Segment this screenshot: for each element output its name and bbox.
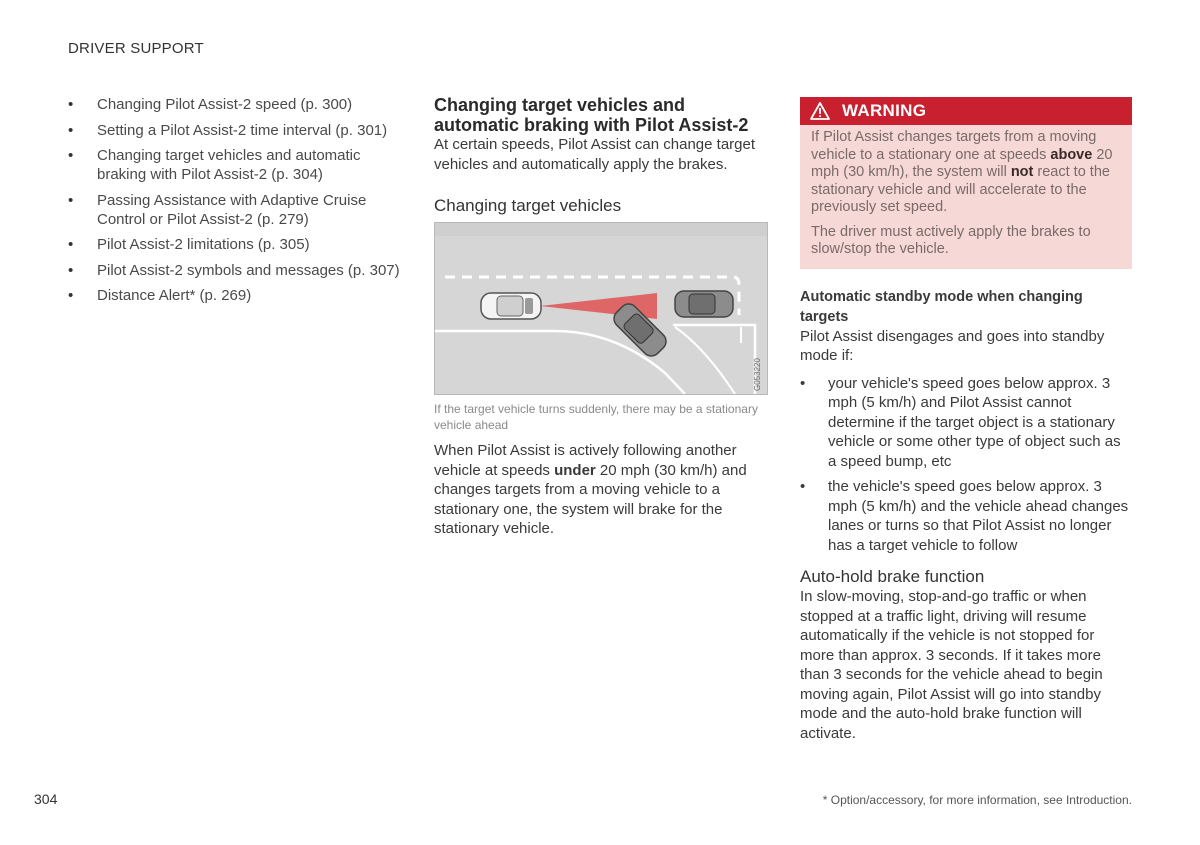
article-intro: At certain speeds, Pilot Assist can change target vehicles and automatically apply the brakes.: [434, 136, 756, 173]
autohold-text: In slow-moving, stop-and-go traffic or when stopped at a traffic light, driving will resume automatically if the vehicle is not stopped for more than approx. 3 seconds. If it takes more than 3 seconds for the vehicle ahead to begin moving again, Pilot Assist will go into standby mode and the auto-hold brake function will activate.: [800, 588, 1103, 742]
list-item: • the vehicle's speed goes below approx. 3 mph (5 km/h) and the vehicle ahead changes lanes or turns so that Pilot Assist no longer has a target vehicle to follow: [800, 477, 1132, 555]
autohold-heading: Auto-hold brake function: [800, 567, 985, 586]
warning-title: WARNING: [842, 101, 927, 120]
warning-box: [800, 97, 1132, 269]
list-item: • your vehicle's speed goes below approx. 3 mph (5 km/h) and Pilot Assist cannot determine if the target object is a stationary vehicle or some other type of object such as a speed bump, etc: [800, 374, 1132, 472]
related-links-list: [68, 95, 408, 305]
road-edge-strip: [435, 223, 767, 236]
warning-triangle-icon: [810, 102, 830, 120]
own-vehicle-icon: [481, 293, 541, 319]
warning-emphasis: above: [1050, 146, 1093, 163]
main-article-column: [434, 95, 768, 539]
warning-text: If Pilot Assist changes targets from a moving vehicle to a stationary one at speeds: [811, 129, 1097, 163]
warning-emphasis: not: [1010, 164, 1034, 180]
warning-paragraph: The driver must actively apply the brakes to slow/stop the vehicle.: [811, 223, 1091, 257]
section-header: DRIVER SUPPORT: [68, 40, 204, 57]
paragraph-emphasis: under: [554, 461, 596, 479]
paragraph-text: When Pilot Assist is actively following another vehicle at speeds: [434, 442, 737, 479]
warning-header: [800, 97, 1132, 125]
target-change-illustration: [434, 222, 768, 395]
warning-paragraph: [811, 129, 1120, 217]
paragraph-text: 20 mph (30 km/h) and changes targets from a moving vehicle to a stationary one, the system will brake for the stationary vehicle.: [434, 461, 747, 537]
related-link[interactable]: • Passing Assistance with Adaptive Cruise Control or Pilot Assist-2 (p. 279): [68, 191, 408, 229]
warning-text: react to the stationary vehicle and will accelerate to the previously set speed.: [811, 164, 1110, 215]
related-link[interactable]: • Pilot Assist-2 symbols and messages (p. 307): [68, 261, 408, 280]
related-link[interactable]: • Pilot Assist-2 limitations (p. 305): [68, 235, 408, 254]
standby-intro: Pilot Assist disengages and goes into standby mode if:: [800, 327, 1105, 364]
warning-body: [800, 125, 1132, 269]
subheading-changing-targets: Changing target vehicles: [434, 196, 622, 215]
right-column: [800, 97, 1132, 743]
related-link[interactable]: • Setting a Pilot Assist-2 time interval (p. 301): [68, 121, 408, 140]
footnote: * Option/accessory, for more information, see Introduction.: [822, 793, 1132, 807]
related-links-column: [68, 95, 408, 312]
article-paragraph: [434, 441, 768, 539]
stationary-vehicle-icon: [675, 291, 733, 317]
standby-heading: Automatic standby mode when changing targets: [800, 288, 1083, 325]
page-number: 304: [34, 791, 58, 807]
warning-text: 20 mph (30 km/h), the system will: [811, 146, 1113, 180]
related-link[interactable]: • Changing Pilot Assist-2 speed (p. 300): [68, 95, 408, 114]
standby-conditions-list: [800, 374, 1132, 556]
figure-caption: If the target vehicle turns suddenly, there may be a stationary vehicle ahead: [434, 402, 758, 432]
road-diagram: [435, 223, 767, 394]
article-title: Changing target vehicles and automatic braking with Pilot Assist-2: [434, 95, 749, 135]
figure-code: G053220: [753, 358, 762, 391]
related-link[interactable]: • Distance Alert* (p. 269): [68, 286, 408, 305]
related-link[interactable]: • Changing target vehicles and automatic braking with Pilot Assist-2 (p. 304): [68, 146, 408, 184]
